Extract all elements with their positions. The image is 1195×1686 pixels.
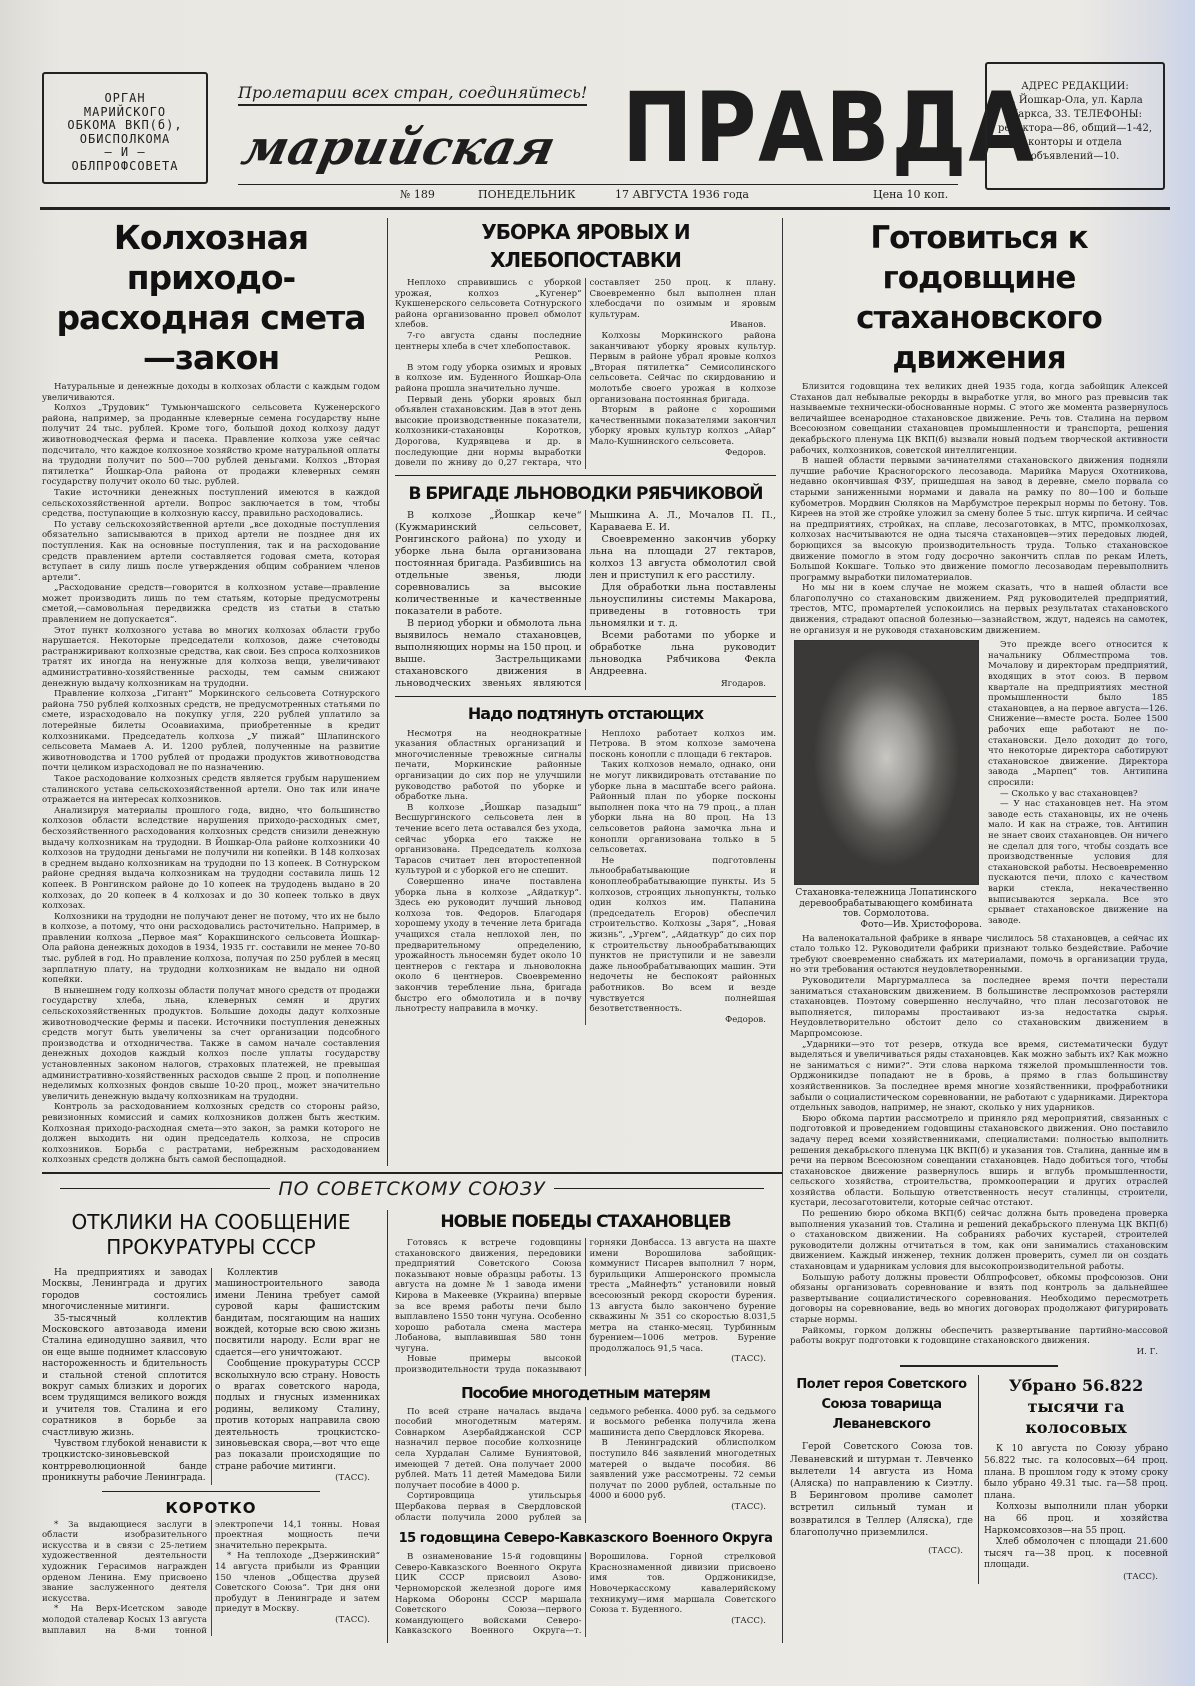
paragraph: Готовясь к встрече годовщины стахановского движения, передовики предприятий Советского Союза показывают новые образцы работы. 13 августа на домне № 1 завода имени Кирова в Макеевке (Украина) впервые за все время работы печи было выплавлено 1550 тонн чугуна. Особенно хорошо работала смена мастера Лобанова, выплавившая 580 тонн чугуна. [395,1237,582,1354]
signature: (ТАСС). [335,1473,370,1484]
article-body [395,1407,776,1524]
paragraph: — Сколько у вас стахановцев? [1000,788,1138,799]
photo-block [790,640,982,930]
price: Цена 10 коп. [873,188,949,201]
article-body [395,278,776,469]
headline: Колхозная приходо-расходная смета—закон [56,218,366,377]
paragraph: Райкомы, горком должны обеспечить развертывание партийно-массовой работы вокруг подготовки к годовщине стахановского движения. [790,1325,1168,1347]
middle-column [387,218,782,1166]
bottom-right-row [790,1375,1168,1583]
article-body [790,1441,973,1557]
headline: Пособие многодетным матерям [461,1383,710,1402]
signature: (ТАСС). [335,1615,370,1625]
paragraph: Неплохо справившись с уборкой урожая, колхоз „Кугенер“ Кукшенерского сельсовета Сотнурского района организованно провел обмолот хлебов. [395,278,582,331]
article-smeta [42,218,387,1166]
paragraph: Колхозы Моркинского района заканчивают уборку яровых культур. Первым в районе убрал яровые колхоз „Вторая пятилетка“ Семисолинского сельсовета. Сейчас по скирдованию и молотьбе своего урожая в колхозе организована постоянная бригада. [589,330,776,405]
title-script: марийская [237,120,561,176]
article-korotko [42,1498,380,1637]
article-okrug [395,1529,776,1637]
article-body-continued [790,934,1168,1358]
headline: 15 годовщина Северо-Кавказского Военного Округа [398,1531,773,1547]
right-column [782,218,1168,1643]
page-body [42,218,1168,1643]
paragraph: В нашей области первыми зачинателями стахановского движения подняли лучшие рабочие Красногорского лесозавода. Марийка Маруся Охотникова, недавно окончившая ФЗУ, пришедшая на завод в деревне, смело порвала со старыми заниженными нормами и давала на рамку по 80—100 и больше кубометров. Мордвин Сюляков на Марбумстрое перекрыл нормы по бетону. Тов. Киреев на этой же стройке уложил за смену более 5 тыс. штук кирпича. И сейчас на предприятиях, стройках, на сплаве, лесозаготовках, в МТС, промколхозах, колхозах насчитываются не одна тысяча стахановцев—этих передовых людей, борющихся за высокую производительность труда. Только стахановское движение помогло в этом году досрочно закончить сплав по рекам Илеть, Большой Кокшаге. Только это движение помогло лесозаводам перевыполнить программу выработки пиломатериалов. [790,456,1168,583]
paragraph: Чувством глубокой ненависти к троцкистско-зиновьевской контрреволюционной банде проникнуты рабочие Ленинграда. [42,1439,207,1484]
organ-line: ОБКОМА ВКП(б), [67,118,183,132]
article-body [395,1552,776,1637]
article-body [42,1520,380,1637]
issue-date: 17 АВГУСТА 1936 года [615,188,749,201]
paragraph: Близится годовщина тех великих дней 1935 года, когда забойщик Алексей Стаханов дал небывалые рекорды в выработке угля, во много раз превысив так называемые технически-обоснованные нормы. С этого же момента развернулось величайшее всенародное стахановское движение. Речь тов. Сталина на первом Всесоюзном совещании стахановцев промышленности и транспорта, решения декабрьского пленума ЦК ВКП(б) вызвали новый подъем творческой активности рабочих, колхозников, советской интеллигенции. [790,382,1168,456]
paragraph: Правление колхоза „Гигант“ Моркинского сельсовета Сотнурского района 750 рублей колхозных средств, не предусмотренных статьями по смете, израсходовало на покупку угля, 220 рублей уплатило за лотерейные билеты Осоавиахима, приобретенные в кредит колхозниками. Председатель колхоза „У пижай“ Шлапинского сельсовета Мамаев А. И. 1200 рублей, полученные на развитие животноводства и 1700 рублей от продажи продуктов животноводства почти целиком израсходовал не по назначению. [42,689,380,774]
paragraph: Но мы ни в коем случае не можем сказать, что в нашей области все благополучно со стахановским движением. Ряд руководителей предприятий, трестов, МТС, промартелей успокоились на первых результатах стахановского движения, страдают опасной болезнью—зазнайством, ждут, надеясь на самотек, не организуя и не руководя стахановским движением. [790,583,1168,636]
bottom-left-column [42,1210,387,1643]
paragraph: В Ленинградский облисполком поступило 846 заявлений многодетных матерей о выдаче пособия. 86 заявлений уже рассмотрены. 72 семьи получат по 2000 рублей, остальные по 4000 и 6000 руб. [589,1438,776,1502]
headline: НОВЫЕ ПОБЕДЫ СТАХАНОВЦЕВ [440,1211,731,1232]
paragraph: Первый день уборки яровых был объявлен стахановским. Дав в этот день высокие производственные показатели, колхозники-стахановцы Коротков, Дорогова, Кудрявцева и др. в последующие дни нормы выработки довели по жниву до 0,27 гектара, что составляет 250 проц. к плану. Своевременно был выполнен план хлебосдачи по озимым и яровым культурам. [395,278,776,469]
article-body [42,382,380,1166]
paragraph: Новые примеры высокой производительности труда показывают горняки Донбасса. 13 августа на шахте имени Ворошилова забойщик-коммунист Писарев выполнил 7 норм, бурильщики Апшеронского промысла треста „Майнефть“ установили новый всесоюзный рекорд скорости бурения. 13 августа было закончено бурение скважины № 351 со скоростью 8.031,5 метра на станко-месяц. Турбинным бурением—1006 метров. Бурение продолжалось 91,5 часа. [395,1237,776,1376]
divider [900,1365,1058,1367]
headline: Надо подтянуть отстающих [467,703,704,723]
weekday: ПОНЕДЕЛЬНИК [478,188,576,201]
paragraph: Колхоз „Трудовик“ Тумьюнчашского сельсовета Куженерского района, например, за проданные клеверные семена государству ныне получит 24 тыс. рублей. Кроме того, большой доход колхозу дадут животноводческая ферма и пасека. Правление колхоза уже сейчас подсчитало, что каждое колхозное хозяйство кроме натуральной оплаты на трудодни получит по 500—700 рублей деньгами. Колхоз „Вторая пятилетка“ Йошкар-Ола района от продажи клеверных семян государству получит около 60 тыс. рублей. [42,403,380,488]
signature: Федоров. [725,1014,766,1025]
signature: Иванов. [730,320,766,331]
bottom-row [42,1210,782,1643]
paragraph: Герой Советского Союза тов. Леваневский и штурман т. Левченко вылетели 14 августа из Нома (Аляска) по направлению к Сиэтлу. В Беринговом проливе самолет встретил сильный туман и возвратился в Теллер (Аляска), где благополучно приземлился. [790,1441,973,1538]
article-body [395,1238,776,1376]
paragraph: В колхозе „Йошкар кече“ (Кужмаринский сельсовет, Ронгинского района) по уходу и уборке льна была организована постоянная бригада. Разбившись на отдельные звенья, люди соревновались за высокие количественные и качественные показатели в работе. [395,509,582,617]
article-posobie [395,1382,776,1524]
organ-line: ОРГАН [104,91,146,105]
photo-caption [790,888,982,930]
paragraph: В период уборки и обмолота льна выявилось немало стахановцев, выполняющих нормы на 150 проц. и выше. Застрельщиками стахановского движения в льноводческих звеньях являются Мышкина А. Л., Мочалов П. П., Караваева Е. И. [395,509,776,689]
banner-line-right [554,1188,764,1189]
article-godovshchina [790,218,1168,1357]
paragraph: 7-го августа сданы последние центнеры хлеба в счет хлебопоставок. [395,330,582,352]
headline: В БРИГАДЕ ЛЬНОВОДКИ РЯБЧИКОВОЙ [408,483,763,504]
masthead [0,0,1195,212]
paragraph: В колхозе „Йошкар пазадыш“ Весшургинского сельсовета лен в течение всего лета оставался без ухода, сейчас уборка его также не организована. Председатель колхоза Тарасов считает лен второстепенной культурой и с уборкой его не спешит. [395,802,582,877]
paragraph: * На теплоходе „Дзержинский“ 14 августа прибыли из Франции 150 членов „Общества друзей Советского Союза“. Три дня они пробудут в Ленинграде и затем приедут в Москву. [215,1551,380,1615]
paragraph: Контроль за расходованием колхозных средств со стороны райзо, ревизионных комиссий и самих колхозников должен быть жестким. Колхозная приходо-расходная смета—это закон, за рамки которого не должен выходить ни один председатель колхоза, не спросив колхозников. Борьба с растратами, небрежным расходованием колхозных средств должна быть самой беспощадной. [42,1102,380,1166]
signature: (ТАСС). [731,1354,766,1365]
paragraph: „Ударники—это тот резерв, откуда все время, систематически будут выделяться и увеличиваться ряды стахановцев. Как можно забыть их? Как можно не заниматься с ними?“. Эти слова наркома тяжелой промышленности тов. Орджоникидзе попадают не в бровь, а прямо в глаз большинству хозяйственников. За последнее время многие хозяйственники, профработники забыли о социалистическом соревновании, не работают с ударниками. Директора отдельных заводов, например, не знают, сколько у них ударников. [790,1039,1168,1114]
signature: (ТАСС). [928,1546,963,1556]
article-body [42,1268,380,1485]
banner-line-left [60,1188,270,1189]
paragraph: Вторым в районе с хорошими качественными показателями закончил уборку яровых культур колхоз „Айар“ Мало-Кушнинского сельсовета. [589,405,776,447]
paragraph: Неплохо работает колхоз им. Петрова. В этом колхозе замочена посконь конопли с площади 6 гектаров. [589,728,776,760]
paragraph: Коллектив машиностроительного завода имени Ленина требует самой суровой кары фашистским бандитам, посягающим на наших вождей, которые всю свою жизнь посвятили народу. Если враг не сдается—его уничтожают. [215,1267,380,1358]
paragraph: По уставу сельскохозяйственной артели „все доходные поступления обязательно записываются в приход артели не позднее дня их поступления. Как на основные поступления, так и на расходование средств правлением артели составляется годовая смета, которая вступает в силу лишь после утверждения общим собранием членов артели“. [42,519,380,583]
signature: Решков. [534,352,572,363]
stakhanovite-photo [794,640,979,885]
paragraph: Колхозы выполнили план уборки на 66 проц. и хозяйства Наркомсовхозов—на 55 проц. [984,1502,1168,1536]
address-line: АДРЕС РЕДАКЦИИ: [1021,81,1129,92]
address-line: объявлений—10. [1030,151,1120,162]
headline: Убрано 56.822 тысячи га колосовых [1008,1376,1144,1438]
section-banner: ПО СОВЕТСКОМУ СОЮЗУ [278,1177,546,1200]
paragraph: Сообщение прокуратуры СССР всколыхнуло всю страну. Новость о врагах советского народа, подлых и гнусных изменниках родины, великому Сталину, против которых направила свою деятельность троцкистско-зиновьевская свора,—вот что еще раз показали происходящие по стране рабочие митинги. [215,1359,380,1472]
article-body [790,382,1168,636]
signature: (ТАСС). [731,1502,766,1512]
paragraph: На валенокатальной фабрике в январе числилось 58 стахановцев, а сейчас их стало только 12. Руководители фабрики признают только бездействие. Рабочие требуют своевременно снабжать их материалами, помочь в организации труда, но эти требования остаются неудовлетворенными. [790,933,1168,976]
motto: Пролетарии всех стран, соединяйтесь! [238,83,587,106]
article-body [395,729,776,1026]
paragraph: Сортировщица утильсырья Щербакова первая в Свердловской области получила 2000 рублей за седьмого ребенка. 4000 руб. за седьмого и восьмого ребенка получила жена машиниста депо Свердловск Якорева. [395,1406,776,1523]
organ-line: МАРИЙСКОГО [83,104,167,119]
paragraph: В нынешнем году колхозы области получат много средств от продажи государству хлеба, льна, клеверных семян и других сельскохозяйственных продуктов. Большие доходы дадут колхозные животноводческие фермы и пасеки. Источники поступления денежных средств могут быть увеличены за счет организации подсобного производства и отходничества. Также в самом начале составления денежных доходов каждый колхоз после уплаты государству установленных законом налогов, страховых платежей, не превышая административно-хозяйственных расходов свыше 2 проц. и пополнение неделимых колхозных фондов свыше 10-20 проц., может значительно увеличить денежную выдачу колхозникам на трудодни. [42,985,380,1102]
paragraph: Своевременно закончив уборку льна на площади 27 гектаров, колхоз 13 августа обмолотил свой лен и приступил к его расстилу. [589,533,776,581]
article-otkliki [42,1210,380,1485]
paragraph: „Расходование средств—говорится в колхозном уставе—правление может производить лишь по тем статьям, которые предусмотрены сметой,—самовольная передвижка средств из статьи в статью правлением не допускается“. [42,583,380,626]
article-body-side [988,640,1168,930]
article-brigada [395,482,776,690]
article-ubrano [978,1375,1168,1583]
paragraph: Колхозники на трудодни не получают денег не потому, что их не было в колхозе, а потому, что они расходовались расточительно. Например, в правлении колхоза „Первое мая“ Коракшинского сельсовета Йошкар-Ола района денежных доходов в 1934, 1935 гг. составили не менее 70-80 тыс. рублей в год. Но правление колхоза, получая по 250 рублей в месяц зарплатную плату, на трудодни колхозникам не выдало ни одной копейки. [42,911,380,986]
photo-credit: Фото—Ив. Христофорова. [860,920,982,931]
address-box [985,62,1165,190]
address-line: Маркса, 33. ТЕЛЕФОНЫ: [1008,109,1142,120]
paragraph: Совершенно иначе поставлена уборка льна в колхозе „Айдаткур“. Здесь ею руководит лучший льновод колхоза тов. Федоров. Благодаря хорошему уходу в течение лета бригада учащихся стала неплохой лен, по предварительному определению, урожайность льносемян будет около 10 центнеров с гектара и льноволокна около 6 центнеров. Своевременно закончив теребление льна, бригада быстро его обмолотила и в почву льнотресту направила в мочку. [395,877,582,1015]
address-line: конторы и отдела [1028,137,1122,148]
divider [395,696,776,697]
paragraph: Для обработки льна поставлены льноуспилины системы Макарова, приведены в готовность три льномялки и т. д. [589,581,776,629]
paragraph: Не подготовлены льнообрабатывающие и коноплеобрабатывающие пункты. Из 5 колхозов, строящих льнопункты, только один колхоз им. Папанина (председатель Егоров) обеспечил строительство. Колхозы „Заря“, „Новая жизнь“, „Ургем“, „Айдаткур“ до сих пор к строительству льнообрабатывающих пунктов не приступили и не завезли даже льнообрабатывающих машин. Эти недочеты не беспокоят районных работников. Во всем и везде чувствуется полнейшая безответственность. [589,855,776,1015]
paragraph: Несмотря на неоднократные указания областных организаций и многочисленные тревожные сигналы печати, Моркинские районные организации до сих пор не улучшили руководство работой по уборке и обработке льна. [395,728,582,803]
masthead-rule [238,184,958,185]
headline: Готовиться к годовщине стахановского движения [856,220,1102,376]
title-block: ПРАВДА [622,72,1036,184]
left-middle-area [42,218,782,1643]
organ-line: ОБЛПРОФСОВЕТА [71,158,179,173]
paragraph: В этом году уборка озимых и яровых в колхозе им. Буденного Йошкар-Ола района прошла значительно лучше. [395,362,582,394]
top-rule [40,207,1170,210]
article-uborka [395,218,776,469]
paragraph: * На Верх-Исетском заводе молодой сталевар Косых 13 августа выплавил на 8-ми тонной электропечи 14,1 тонны. Новая проектная мощность печи значительно перекрыта. [42,1519,380,1636]
top-row [42,218,782,1166]
paragraph: В ознаменование 15-й годовщины Северо-Кавказского Военного Округа ЦИК СССР присвоил Азово-Черноморской железной дороге имя Наркома Обороны СССР маршала Советского Союза—первого командующего войсками Северо-Кавказского Военного Округа—т. Ворошилова. Горной стрелковой Краснознаменной дивизии присвоено имя тов. Орджоникидзе, Новочеркасскому кавалерийскому техникуму—имя маршала Советского Союза т. Буденного. [395,1552,776,1637]
organ-line: — И — [104,145,146,159]
divider [395,475,776,476]
article-body [984,1444,1168,1583]
paragraph: Этот пункт колхозного устава во многих колхозах области грубо нарушается. Некоторые председатели колхозов, даже счетоводы растранжиривают колхозные средства, как свои. Без спроса колхозников тратят их иногда на ненужные для колхоза вещи, увеличивают административно-хозяйственные расходы, тем самым снижают денежную выдачу колхозникам на трудодни. [42,625,380,689]
section-banner-row [42,1174,782,1204]
organ-line: ОБИСПОЛКОМА [79,131,171,146]
signature: Ягодаров. [720,678,766,689]
article-body [395,510,776,690]
signature: Федоров. [725,447,766,458]
paragraph: Натуральные и денежные доходы в колхозах области с каждым годом увеличиваются. [42,382,380,403]
photo-row [790,640,1168,930]
paragraph: Руководители Маргурмаллеса за последнее время почти перестали заниматься стахановским движением. В большинстве леспромхозов растеряли стахановцев. Поэтому совершенно неслучайно, что план лесозаготовок не выполняется, пилорамы простаивают из-за недостатка сырья. Неудовлетворительно обстоит дело со стахановским движением в Марпромсоюзе. [790,976,1168,1039]
paragraph: По решению бюро обкома ВКП(б) сейчас должна быть проведена проверка выполнения указаний тов. Сталина и решений декабрьского пленума ЦК ВКП(б) о стахановском движении. На собраниях рабочих кустарей, строителей руководители должны отчитаться в том, как они занимались стахановским движением. Каждый инженер, техник должен проверить, сумел ли он создать стахановцам и ударникам условия для высокопроизводительной работы. [790,1209,1168,1273]
divider [102,1491,320,1492]
paragraph: Таких колхозов немало, однако, они не могут ликвидировать отставание по уборке льна в масштабе всего района. Районный план по уборке посконы выполнен пока что на 79 проц., а план уборки льна на 80 проц. На 13 сельсоветов района замочка льна и конопли организована только в 5 сельсоветах. [589,760,776,856]
paragraph: На предприятиях и заводах Москвы, Ленинграда и других городов состоялись многочисленные митинги. [42,1267,207,1313]
issue-number: № 189 [400,188,435,201]
paragraph: Всеми работами по уборке и обработке льна руководит льноводка Рябчикова Фекла Андреевна. [589,629,776,677]
paragraph: К 10 августа по Союзу убрано 56.822 тыс. га колосовых—64 проц. плана. В прошлом году к этому сроку было убрано 49.31 тыс. га—58 проц. плана. [984,1444,1168,1501]
paragraph: Бюро обкома партии рассмотрело и приняло ряд мероприятий, связанных с подготовкой и проведением годовщины стахановского движения. Оно поставило задачу перед всеми хозяйственниками, специалистами: полностью выполнить решения декабрьского пленума ЦК ВКП(б) и указания тов. Сталина, данные им в речи на первом Всесоюзном совещании стахановцев. Надо добиться того, чтобы стахановское движение развернулось вширь и вглубь промышленности, сельского хозяйства, строительства, промкооперации и других отраслей хозяйства области. Большую ответственность несут сталинцы, строители, кустари, лесозаготовители, которые сейчас отстают. [790,1113,1168,1209]
headline: Полет героя Советского Союза товарища Леваневского [796,1377,967,1433]
paragraph: Такие источники денежных поступлений имеются в каждой сельскохозяйственной артели. Вопрос заключается в том, чтобы средства, поступающие в колхозную кассу, правильно расходовались. [42,487,380,520]
paragraph: Это прежде всего относится к начальнику Облместпрома тов. Мочалову и директорам предприятий, входящих в этот союз. В первом квартале на предприятиях местной промышленности было 185 стахановцев, а на первое августа—126. Снижение—вместе роста. Более 1500 рабочих еще работают не по-стахановски. Дело доходит до того, что некоторые директора саботируют стахановское движение. Директора завода „Марпец“ тов. Антипина спросили: [988,640,1168,788]
paragraph: Большую работу должны провести Облпрофсовет, обкомы профсоюзов. Они обязаны организовать соревнование и взять под контроль за дальнейшее развертывание социалистического соревнования. Необходимо пересмотреть договоры на соревнование, ведь во многих договорах продолжают фигурировать старые нормы. [790,1272,1168,1325]
caption-text: Стахановка-тележница Лопатинского деревообрабатывающего комбината тов. Сормолотова. [795,888,977,920]
paragraph: По всей стране началась выдача пособий многодетным матерям. Совнарком Азербайджанской ССР назначил первое пособие колхознице села Хурдалан Салиме Буниятовой, имеющей 7 детей. Она получает 2000 рублей. Мать 11 детей Мамедова Били получает пособие в 4000 р. [395,1406,582,1491]
paragraph: — У нас стахановцев нет. На этом заводе есть стахановцы, их не очень мало. И как на страже, тов. Антипин не знает своих стахановцев. Он ничего не сделал для того, чтобы создать все производственные условия для стахановской работы. Несвоевременно пускаются печи, плохо с качеством варки стекла, некачественно выписываются зеркала. Все это срывает стахановское движение на заводе. [988,799,1168,926]
signature: (ТАСС). [1123,1571,1158,1582]
address-line: редактора—86, общий—1-42, [998,123,1152,134]
headline: УБОРКА ЯРОВЫХ И ХЛЕБОПОСТАВКИ [481,220,690,272]
paragraph: Такое расходование колхозных средств является грубым нарушением сталинского устава сельскохозяйственной артели. Оно так или иначе отражается на интересах колхозников. [42,773,380,806]
paragraph: 35-тысячный коллектив Московского автозавода имени Сталина единодушно заявил, что он еще выше поднимет классовую настороженность и бдительность и стальной стеной сплотится вокруг самых близких и дорогих всем трудящимся великого вождя и учителя тов. Сталина и его соратников в борьбе за счастливую жизнь. [42,1313,207,1438]
signature: И. Г. [1136,1346,1158,1357]
paragraph: Анализируя материалы прошлого года, видно, что большинство колхозов области вследствие нарушения приходо-расходных смет, бесхозяйственного расходования колхозных средств снизили денежную выдачу колхозникам на трудодни. В Йошкар-Ола районе колхозники 40 колхозов на трудодни деньгами не получили ни копейки. В 148 колхозах в среднем выдано колхозникам на трудодни по 13 копеек. В Сотнурском районе средняя выдача колхозникам на трудодни составила лишь 12 копеек. В Ронгинском районе до 10 копеек на трудодень выдано в 20 колхозах, до 20 копеек в 4 колхозах и до 30 копеек только в двух колхозах. [42,805,380,912]
bottom-middle-column [387,1210,782,1643]
publisher-box [42,72,208,184]
paragraph: Хлеб обмолочен с площади 21.600 тысяч га—38 проц. к посевной площади. [984,1537,1168,1571]
article-podtyanut [395,703,776,1026]
article-pobedy [395,1210,776,1376]
headline: ОТКЛИКИ НА СООБЩЕНИЕ ПРОКУРАТУРЫ СССР [71,1209,351,1259]
headline: КОРОТКО [165,1498,257,1517]
signature: (ТАСС). [731,1615,766,1626]
article-polet [790,1375,978,1583]
address-line: г. Йошкар-Ола, ул. Карла [1007,95,1143,106]
paragraph: * За выдающиеся заслуги в области изобразительного искусства и в связи с 25-летием художественной деятельности художник Герасимов награжден орденом Ленина. Ему присвоено звание заслуженного деятеля искусства. [42,1519,207,1604]
